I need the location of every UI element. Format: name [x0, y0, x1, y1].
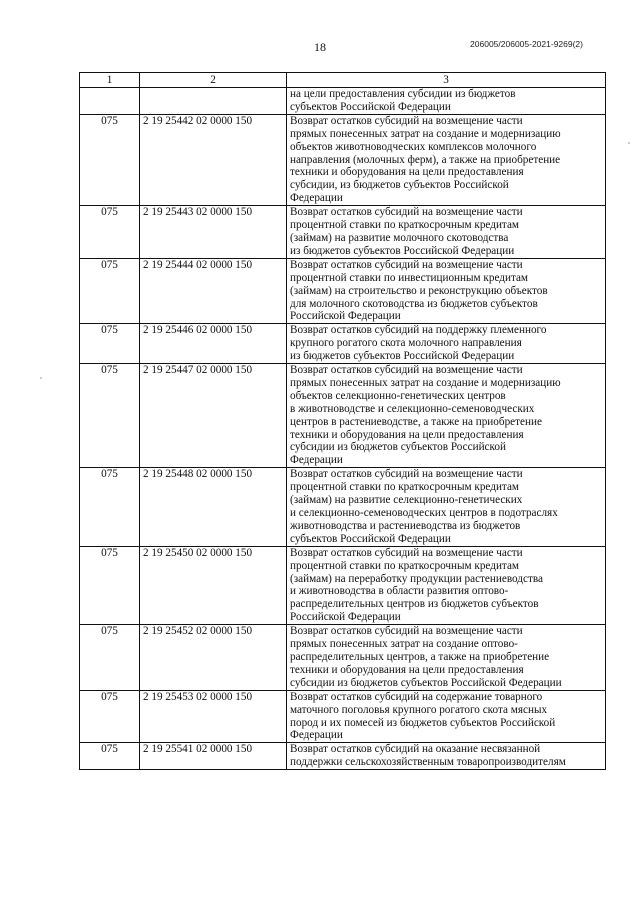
description-line: субсидии, из бюджетов субъектов Российской: [290, 179, 509, 192]
budget-code-cell: 2 19 25447 02 0000 150: [140, 364, 287, 468]
description-cell: [287, 364, 606, 468]
description-line: субъектов Российской Федерации: [290, 532, 451, 545]
description-line: прямых понесенных затрат на создание и модернизацию: [290, 127, 561, 140]
description-line: субъектов Российской Федерации: [290, 100, 451, 113]
description-line: объектов селекционно-генетических центров: [290, 389, 506, 402]
description-cell: [287, 324, 606, 364]
admin-code-cell: 075: [80, 324, 140, 364]
description-cell: [287, 625, 606, 691]
description-cell: [287, 206, 606, 259]
budget-code-cell: 2 19 25453 02 0000 150: [140, 690, 287, 743]
description-line: крупного рогатого скота молочного направления: [290, 337, 522, 350]
description-line: Возврат остатков субсидий на возмещение части: [290, 546, 523, 559]
budget-codes-table: [79, 72, 606, 770]
description-line: на цели предоставления субсидии из бюджетов: [290, 88, 516, 100]
description-line: и селекционно-семеноводческих центров в подотраслях: [290, 507, 558, 519]
description-line: процентной ставки по краткосрочным кредитам: [290, 559, 520, 572]
column-header-3: 3: [287, 73, 606, 88]
admin-code-cell: [80, 88, 140, 115]
budget-code-cell: 2 19 25442 02 0000 150: [140, 114, 287, 205]
scan-speck: [40, 377, 42, 379]
description-line: из бюджетов субъектов Российской Федерации: [290, 350, 515, 363]
description-line: прямых понесенных затрат на создание и модернизацию: [290, 376, 561, 389]
description-line: (займам) на строительство и реконструкцию объектов: [290, 284, 548, 297]
description-line: Возврат остатков субсидий на возмещение части: [290, 468, 523, 481]
description-line: центров в растениеводстве, а также на приобретение: [290, 415, 542, 428]
description-line: прямых понесенных затрат на создание оптово-: [290, 638, 518, 651]
description-line: процентной ставки по краткосрочным кредитам: [290, 219, 520, 232]
description-line: из бюджетов субъектов Российской Федерации: [290, 244, 515, 257]
description-line: Российской Федерации: [290, 611, 401, 624]
budget-code-cell: 2 19 25446 02 0000 150: [140, 324, 287, 364]
budget-code-cell: 2 19 25444 02 0000 150: [140, 258, 287, 324]
table-row: [80, 206, 606, 259]
description-cell: [287, 88, 606, 115]
description-line: и животноводства в области развития оптово-: [290, 585, 509, 598]
admin-code-cell: 075: [80, 743, 140, 770]
description-line: маточного поголовья крупного рогатого скота мясных: [290, 703, 548, 716]
description-line: (займам) на переработку продукции растениеводства: [290, 572, 543, 585]
description-cell: [287, 690, 606, 743]
description-line: объектов животноводческих комплексов молочного: [290, 140, 537, 153]
description-cell: [287, 546, 606, 624]
table-row: [80, 88, 606, 115]
budget-code-cell: 2 19 25443 02 0000 150: [140, 206, 287, 259]
budget-code-cell: 2 19 25452 02 0000 150: [140, 625, 287, 691]
description-line: животноводства и растениеводства из бюджетов: [290, 519, 521, 532]
description-line: субсидии из бюджетов субъектов Российской: [290, 441, 506, 454]
description-line: процентной ставки по краткосрочным кредитам: [290, 481, 520, 494]
description-line: техники и оборудования на цели предоставления: [290, 166, 524, 179]
description-line: техники и оборудования на цели предоставления: [290, 663, 524, 676]
description-cell: [287, 743, 606, 770]
admin-code-cell: 075: [80, 468, 140, 546]
description-line: (займам) на развитие молочного скотоводства: [290, 231, 509, 244]
description-line: распределительных центров из бюджетов субъектов: [290, 598, 539, 611]
description-cell: [287, 258, 606, 324]
description-line: Возврат остатков субсидий на возмещение части: [290, 258, 523, 271]
description-cell: [287, 468, 606, 546]
budget-code-cell: 2 19 25541 02 0000 150: [140, 743, 287, 770]
description-line: распределительных центров, а также на приобретение: [290, 650, 550, 663]
scan-speck: [628, 142, 630, 144]
admin-code-cell: 075: [80, 114, 140, 205]
admin-code-cell: 075: [80, 625, 140, 691]
admin-code-cell: 075: [80, 206, 140, 259]
description-line: процентной ставки по инвестиционным кредитам: [290, 271, 529, 284]
table-row: [80, 546, 606, 624]
table-row: [80, 468, 606, 546]
description-line: Федерации: [290, 454, 343, 467]
description-line: Российской Федерации: [290, 310, 401, 323]
document-code: 206005/206005-2021-9269(2): [470, 39, 583, 49]
description-line: (займам) на развитие селекционно-генетических: [290, 494, 523, 507]
description-line: Федерации: [290, 729, 343, 742]
budget-code-cell: 2 19 25448 02 0000 150: [140, 468, 287, 546]
table-row: [80, 364, 606, 468]
table-row: [80, 743, 606, 770]
admin-code-cell: 075: [80, 258, 140, 324]
budget-code-cell: 2 19 25450 02 0000 150: [140, 546, 287, 624]
description-line: Возврат остатков субсидий на возмещение части: [290, 206, 523, 219]
table-row: [80, 625, 606, 691]
description-line: Возврат остатков субсидий на возмещение части: [290, 364, 523, 377]
description-line: техники и оборудования на цели предоставления: [290, 428, 524, 441]
column-header-2: 2: [140, 73, 287, 88]
description-line: субсидии из бюджетов субъектов Российской Федерации: [290, 676, 562, 689]
description-line: Возврат остатков субсидий на содержание товарного: [290, 690, 543, 703]
table-row: [80, 114, 606, 205]
column-header-1: 1: [80, 73, 140, 88]
description-line: Возврат остатков субсидий на поддержку племенного: [290, 324, 547, 337]
description-line: Возврат остатков субсидий на возмещение части: [290, 114, 523, 127]
description-line: Федерации: [290, 192, 343, 205]
description-line: направления (молочных ферм), а также на приобретение: [290, 153, 561, 166]
admin-code-cell: 075: [80, 364, 140, 468]
table-header-row: [80, 73, 606, 88]
description-line: для молочного скотоводства из бюджетов субъектов: [290, 297, 538, 310]
budget-code-cell: [140, 88, 287, 115]
table-row: [80, 690, 606, 743]
table-row: [80, 258, 606, 324]
description-line: поддержки сельскохозяйственным товаропроизводителям: [290, 756, 566, 769]
description-line: Возврат остатков субсидий на оказание несвязанной: [290, 743, 541, 756]
admin-code-cell: 075: [80, 690, 140, 743]
page-number: 18: [314, 40, 326, 54]
admin-code-cell: 075: [80, 546, 140, 624]
description-line: в животноводстве и селекционно-семеноводческих: [290, 402, 535, 415]
description-line: пород и их помесей из бюджетов субъектов Российской: [290, 716, 556, 729]
table-body: [80, 88, 606, 770]
description-line: Возврат остатков субсидий на возмещение части: [290, 625, 523, 638]
table-row: [80, 324, 606, 364]
description-cell: [287, 114, 606, 205]
